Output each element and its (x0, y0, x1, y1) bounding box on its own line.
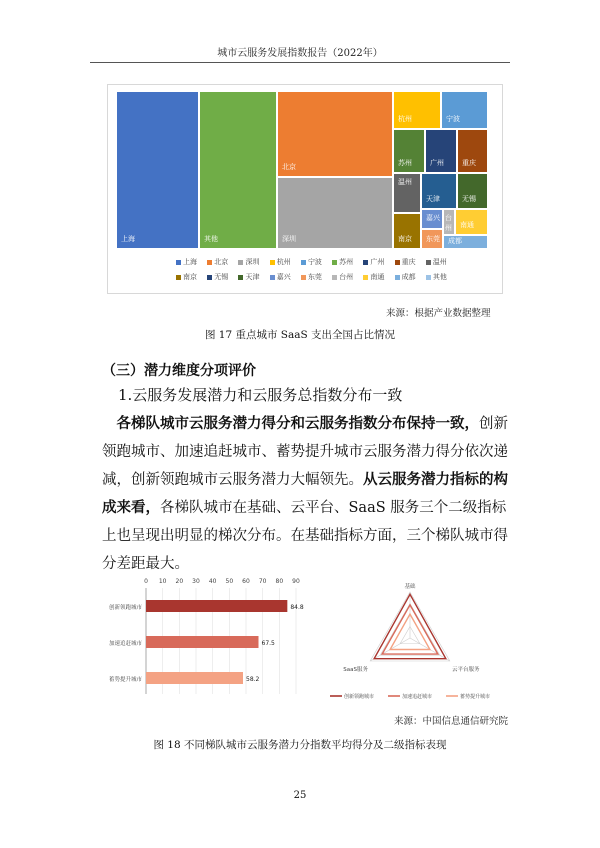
legend-swatch-9 (176, 275, 181, 280)
legend-item: 台州 (332, 273, 353, 281)
bar-category-label: 加速追赶城市 (108, 641, 142, 647)
treemap-label: 上海 (121, 235, 135, 243)
treemap-label: 宁波 (446, 115, 460, 123)
page-number: 25 (293, 790, 307, 801)
running-header: 城市云服务发展指数报告（2022年） (217, 48, 383, 59)
treemap-label: 其他 (204, 235, 218, 243)
treemap-cell-chongqing (457, 129, 488, 173)
treemap-label: 台州 (445, 214, 452, 232)
treemap-cell-wuxi (457, 173, 488, 209)
figure17-caption: 图 17 重点城市 SaaS 支出全国占比情况 (204, 329, 396, 341)
bar-value-label: 67.5 (261, 640, 275, 647)
radar-legend-label: 蓄势提升城市 (460, 694, 491, 700)
legend-item: 广州 (363, 258, 384, 266)
treemap-label: 深圳 (282, 235, 296, 243)
radar-chart (324, 574, 504, 704)
legend-swatch-17 (426, 275, 431, 280)
treemap-label: 南京 (398, 235, 412, 243)
legend-item: 深圳 (238, 258, 259, 266)
treemap-cell-other (199, 91, 277, 249)
bar-value-label: 84.8 (290, 604, 304, 611)
legend-swatch-5 (332, 260, 337, 265)
legend-item: 东莞 (301, 273, 322, 281)
legend-item: 天津 (238, 273, 259, 281)
body-text-2: 各梯队城市在基础、云平台、SaaS 服务三个二级指标上也呈现出明显的梯次分布。在基础指标方面，三个梯队城市得分差距最大。 (102, 500, 508, 572)
legend-swatch-16 (395, 275, 400, 280)
radar-legend-label: 加速追赶城市 (402, 694, 433, 700)
legend-item: 北京 (207, 258, 228, 266)
body-bold-2: 从云服务潜力指标的构成来看， (102, 472, 508, 516)
header-rule (90, 62, 510, 63)
radar-axis-label: 云平台服务 (452, 667, 480, 673)
legend-swatch-1 (207, 260, 212, 265)
radar-axis-label: 基础 (404, 584, 416, 590)
bar-tick-label: 40 (208, 578, 217, 585)
legend-swatch-15 (363, 275, 368, 280)
legend-swatch-12 (270, 275, 275, 280)
treemap-label: 成都 (448, 237, 462, 245)
bar-value-label: 58.2 (246, 676, 260, 683)
bar-tick-label: 80 (275, 578, 284, 585)
legend-swatch-7 (395, 260, 400, 265)
bar-chart (96, 574, 306, 704)
bar-tick-label: 90 (292, 578, 300, 585)
body-paragraph (102, 410, 512, 578)
legend-item: 南京 (176, 273, 197, 281)
legend-item: 苏州 (332, 258, 353, 266)
body-bold-1: 各梯队城市云服务潜力得分和云服务指数分布保持一致， (116, 416, 479, 432)
bar-tick-label: 50 (225, 578, 234, 585)
bar-category-label: 创新领跑城市 (108, 605, 142, 611)
figure18-source: 来源：中国信息通信研究院 (394, 716, 509, 727)
treemap-legend-row-2 (176, 272, 455, 282)
legend-swatch-8 (426, 260, 431, 265)
treemap-cell-wenzhou (393, 173, 421, 213)
bar-tick-label: 70 (258, 578, 267, 585)
legend-item: 成都 (395, 273, 416, 281)
legend-swatch-0 (176, 260, 181, 265)
section-heading: （三）潜力维度分项评价 (102, 363, 256, 379)
treemap-label: 苏州 (398, 159, 412, 167)
radar-axis-label: SaaS服务 (343, 667, 368, 673)
legend-swatch-2 (238, 260, 243, 265)
treemap-cell-beijing (277, 91, 393, 177)
figure17-source: 来源：根据产业数据整理 (386, 308, 491, 319)
treemap-label: 北京 (282, 163, 296, 171)
treemap-label: 天津 (426, 195, 440, 203)
bar-category-label: 蓄势提升城市 (108, 677, 142, 683)
treemap-cell-dongguan (421, 229, 443, 249)
treemap-cell-tianjin (421, 173, 457, 209)
treemap-cell-ningbo (441, 91, 488, 129)
treemap-label: 杭州 (398, 115, 412, 123)
radar-legend (330, 693, 490, 700)
treemap-label: 重庆 (462, 159, 476, 167)
legend-item: 温州 (426, 258, 447, 266)
legend-swatch-4 (301, 260, 306, 265)
treemap-cell-hangzhou (393, 91, 441, 129)
radar-legend-label: 创新领跑城市 (344, 694, 375, 700)
treemap-cell-taizhou (443, 209, 455, 235)
treemap-cell-nantong (455, 209, 488, 235)
bar-2 (146, 672, 243, 684)
treemap-label: 无锡 (462, 195, 476, 203)
bar-tick-label: 10 (158, 578, 167, 585)
legend-item: 无锡 (207, 273, 228, 281)
legend-item: 上海 (176, 258, 197, 266)
legend-item: 杭州 (270, 258, 291, 266)
bar-tick-label: 30 (192, 578, 200, 585)
legend-swatch-3 (270, 260, 275, 265)
treemap-cell-suzhou (393, 129, 425, 173)
treemap-cell-jiaxing (421, 209, 443, 229)
treemap-label: 南通 (460, 221, 474, 229)
legend-item: 重庆 (395, 258, 416, 266)
treemap-label: 温州 (398, 178, 412, 186)
legend-swatch-13 (301, 275, 306, 280)
bar-marks (109, 600, 304, 684)
treemap-cell-shanghai (116, 91, 199, 249)
treemap-label: 嘉兴 (426, 214, 440, 222)
legend-item: 宁波 (301, 258, 322, 266)
subsection-heading: 1.云服务发展潜力和云服务总指数分布一致 (118, 386, 403, 404)
treemap-cell-shenzhen (277, 177, 393, 249)
treemap-cell-chengdu (443, 235, 488, 249)
treemap-cell-guangzhou (425, 129, 457, 173)
treemap-label: 东莞 (426, 235, 440, 243)
bar-0 (146, 600, 287, 612)
bar-tick-label: 20 (175, 578, 184, 585)
legend-item: 南通 (363, 273, 384, 281)
bar-tick-label: 60 (242, 578, 250, 585)
legend-item: 其他 (426, 273, 447, 281)
legend-swatch-10 (207, 275, 212, 280)
radar-grid (370, 592, 450, 661)
treemap-legend-row-1 (176, 257, 455, 267)
legend-item: 嘉兴 (270, 273, 291, 281)
bar-axis-ticks (144, 578, 300, 585)
legend-swatch-14 (332, 275, 337, 280)
body-text-1: 创新领跑城市、加速追赶城市、蓄势提升城市云服务潜力得分依次递减，创新领跑城市云服务潜力大幅领先。 (102, 416, 508, 488)
bar-1 (146, 636, 259, 648)
legend-swatch-11 (238, 275, 243, 280)
bar-tick-label: 0 (144, 578, 148, 585)
treemap-cell-nanjing (393, 213, 421, 249)
treemap-label: 广州 (430, 159, 444, 167)
legend-swatch-6 (363, 260, 368, 265)
figure18-caption: 图 18 不同梯队城市云服务潜力分指数平均得分及二级指标表现 (153, 739, 447, 751)
